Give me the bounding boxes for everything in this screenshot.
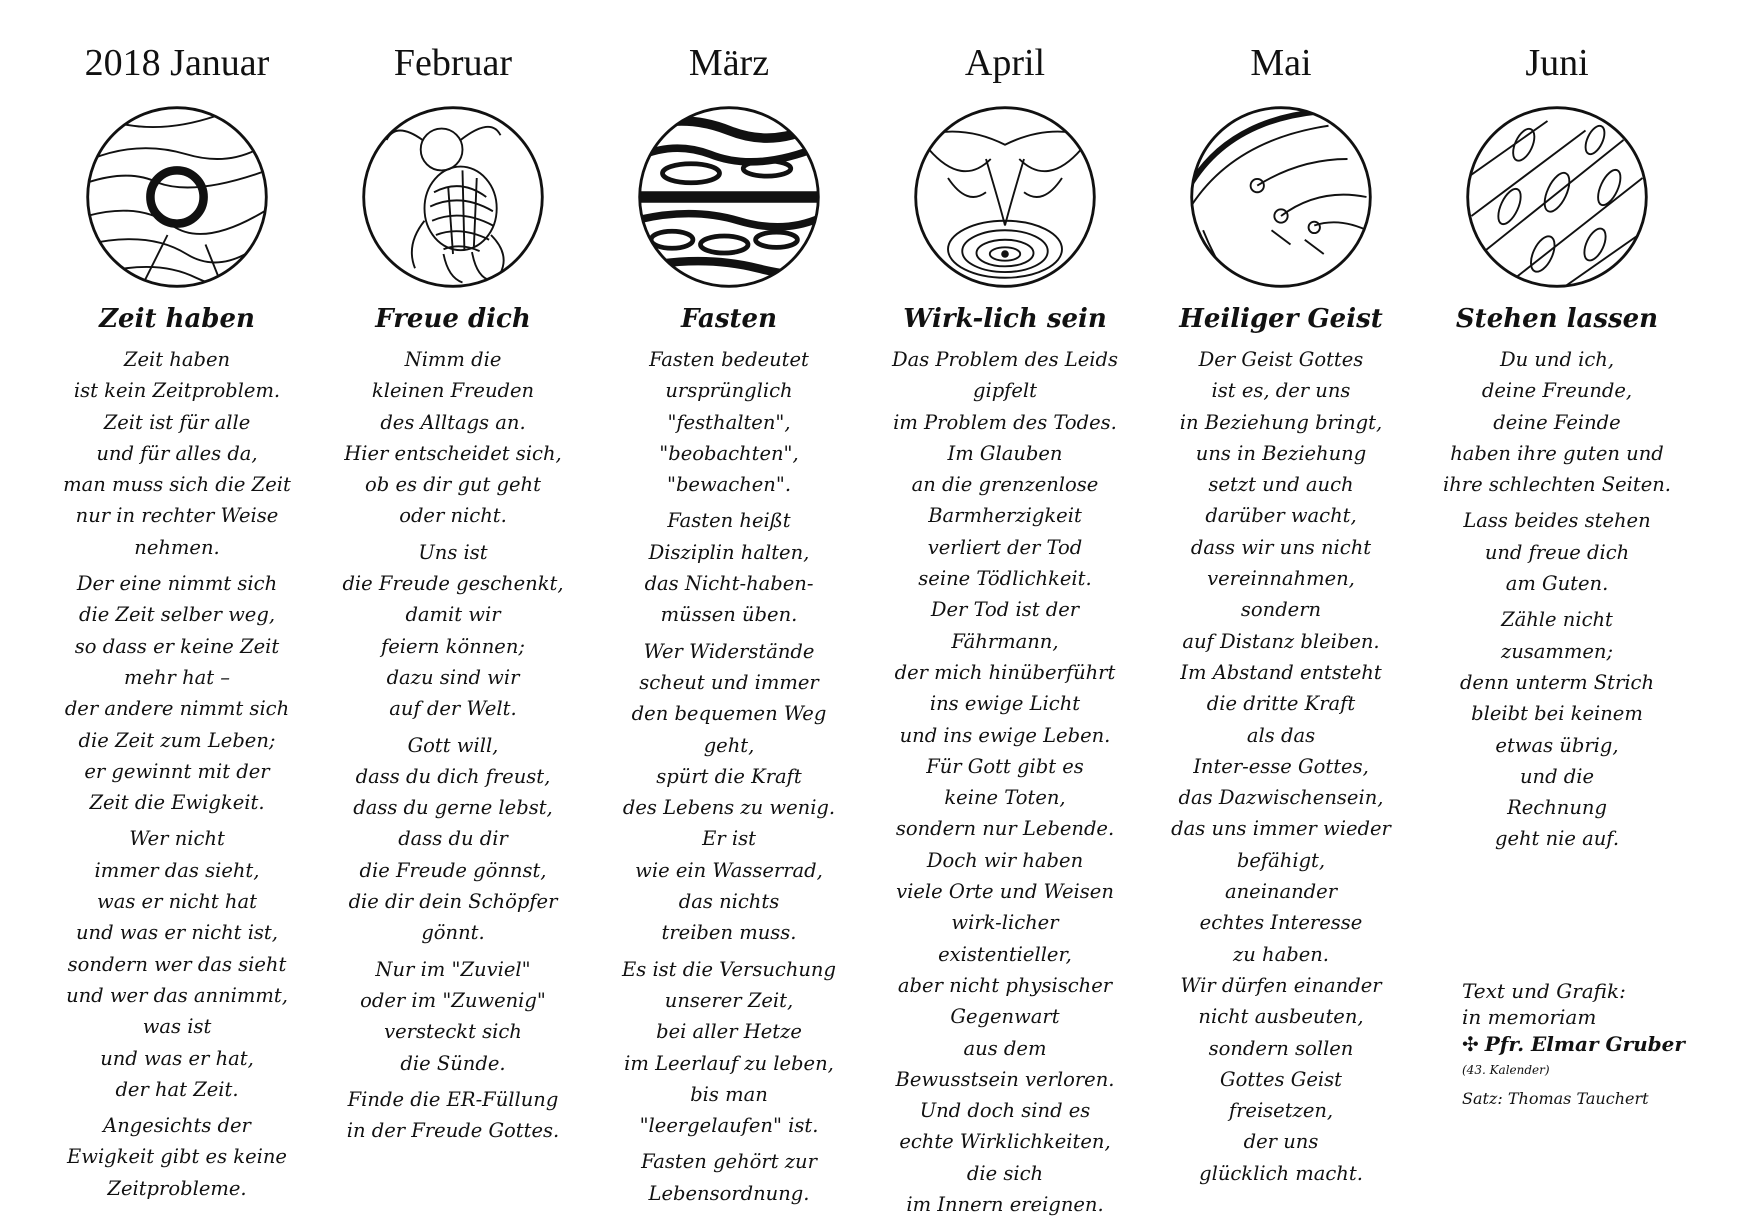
month-heading: Mai: [1250, 42, 1312, 84]
poem-line: deine Feinde: [1493, 410, 1621, 434]
poem-line: haben ihre guten und: [1450, 441, 1664, 465]
poem-line: Finde die ER-Füllung: [347, 1087, 559, 1111]
poem-line: was er nicht hat: [97, 890, 257, 914]
poem-line: die dritte Kraft: [1206, 692, 1356, 716]
poem-line: wie ein Wasserrad,: [635, 858, 823, 882]
poem-line: ihre schlechten Seiten.: [1442, 473, 1671, 497]
poem-line: oder nicht.: [399, 504, 507, 528]
stanza: [318, 730, 588, 949]
poem-line: nehmen.: [134, 535, 220, 559]
poem-line: dass du dich freust,: [355, 764, 551, 788]
poem-line: deine Freunde,: [1481, 379, 1633, 403]
stanza: [870, 344, 1140, 1220]
poem-line: Gottes Geist: [1220, 1067, 1342, 1091]
stanza: [42, 568, 312, 818]
poem-line: setzt und auch: [1208, 473, 1354, 497]
poem-line: Für Gott gibt es: [926, 754, 1084, 778]
poem-line: bleibt bei keinem: [1471, 702, 1643, 726]
poem-line: Disziplin halten,: [648, 540, 810, 564]
poem-line: sondern wer das sieht: [67, 952, 287, 976]
poem-line: Fasten bedeutet: [649, 348, 809, 371]
wood-knot-illustration: [82, 102, 272, 292]
poem-text: [318, 344, 588, 1146]
poem-line: am Guten.: [1505, 572, 1609, 596]
poem-line: aber nicht physischer: [897, 973, 1113, 997]
poem-line: Der eine nimmt sich: [76, 572, 278, 596]
poem-line: kleinen Freuden: [371, 379, 535, 403]
poem-line: spürt die Kraft: [656, 764, 802, 788]
poem-line: wirk-licher: [951, 911, 1059, 935]
poem-line: gipfelt: [972, 379, 1038, 403]
month-column-mai: [1146, 38, 1416, 1194]
poem-line: Fasten gehört zur: [641, 1150, 817, 1174]
poem-line: Hier entscheidet sich,: [344, 441, 562, 465]
poem-line: der mich hinüberführt: [894, 660, 1116, 684]
poem-text: [42, 344, 312, 1204]
poem-line: Du und ich,: [1499, 348, 1615, 371]
stanza: [1422, 604, 1692, 854]
poem-line: denn unterm Strich: [1459, 670, 1655, 694]
poem-line: darüber wacht,: [1205, 504, 1357, 528]
poem-line: treiben muss.: [661, 921, 797, 945]
poem-line: versteckt sich: [384, 1020, 522, 1044]
poem-line: oder im "Zuwenig": [360, 988, 546, 1012]
poem-line: Der Geist Gottes: [1198, 348, 1364, 371]
poem-line: und für alles da,: [96, 441, 258, 465]
poem-line: Es ist die Versuchung: [622, 957, 836, 981]
stanza: [594, 505, 864, 630]
poem-line: und freue dich: [1484, 540, 1630, 564]
stanza: [1146, 344, 1416, 1189]
credit-typesetting: Satz: Thomas Tauchert: [1462, 1089, 1649, 1108]
poem-line: Lebensordnung.: [648, 1181, 810, 1205]
poem-line: Barmherzigkeit: [928, 504, 1082, 528]
poem-line: bei aller Hetze: [656, 1020, 802, 1044]
poem-line: die sich: [966, 1161, 1044, 1185]
month-title: Fasten: [681, 304, 777, 334]
credit-text-and-graphics: Text und Grafik:: [1462, 979, 1626, 1003]
stanza: [42, 344, 312, 563]
poem-line: des Alltags an.: [380, 410, 526, 434]
poem-line: man muss sich die Zeit: [63, 473, 291, 497]
poem-line: im Problem des Todes.: [893, 410, 1117, 434]
poem-line: Wer nicht: [129, 827, 225, 851]
poem-line: als das: [1246, 723, 1316, 747]
poem-line: den bequemen Weg: [631, 702, 827, 726]
seeds-illustration: [1186, 102, 1376, 292]
poem-line: ins ewige Licht: [929, 692, 1081, 716]
month-heading: März: [688, 42, 770, 84]
poem-line: der uns: [1243, 1130, 1319, 1154]
poem-line: dazu sind wir: [386, 665, 520, 689]
poem-line: immer das sieht,: [94, 858, 260, 882]
month-title: Wirk-lich sein: [903, 304, 1107, 334]
poem-line: damit wir: [405, 603, 501, 627]
poem-line: Inter-esse Gottes,: [1193, 754, 1369, 778]
poem-line: Er ist: [702, 827, 756, 851]
poem-line: geht,: [703, 733, 755, 757]
month-column-januar: [42, 38, 312, 1209]
poem-line: die Zeit selber weg,: [78, 603, 276, 627]
stanza: [1422, 344, 1692, 500]
poem-line: glücklich macht.: [1199, 1161, 1363, 1185]
poem-line: echtes Interesse: [1199, 911, 1363, 935]
bark-illustration: [1462, 102, 1652, 292]
poem-line: die Freude geschenkt,: [342, 572, 564, 596]
month-column-juni: [1422, 38, 1692, 860]
poem-line: mehr hat –: [123, 665, 231, 689]
poem-line: der andere nimmt sich: [64, 697, 290, 721]
author-name: Pfr. Elmar Gruber: [1484, 1032, 1685, 1056]
poem-line: befähigt,: [1236, 848, 1326, 872]
poem-line: sondern nur Lebende.: [895, 817, 1115, 841]
water-pattern-illustration: [634, 102, 824, 292]
poem-line: "beobachten",: [659, 441, 799, 465]
stanza: [318, 1084, 588, 1147]
poem-line: die Sünde.: [400, 1051, 506, 1075]
poem-line: Fährmann,: [951, 629, 1059, 653]
poem-line: des Lebens zu wenig.: [622, 796, 836, 820]
poem-line: und die: [1519, 764, 1595, 788]
month-title: Stehen lassen: [1455, 304, 1659, 334]
poem-line: in der Freude Gottes.: [346, 1119, 560, 1143]
poem-line: Wer Widerstände: [643, 639, 815, 663]
poem-line: Der Tod ist der: [930, 598, 1080, 622]
poem-line: Fasten heißt: [667, 509, 791, 533]
stanza: [318, 344, 588, 532]
poem-line: unserer Zeit,: [664, 988, 794, 1012]
poem-line: dass wir uns nicht: [1190, 535, 1372, 559]
poem-line: im Leerlauf zu leben,: [624, 1051, 834, 1075]
poem-line: Gegenwart: [950, 1005, 1060, 1029]
poem-line: Angesichts der: [103, 1114, 251, 1138]
poem-line: Im Glauben: [947, 441, 1063, 465]
poem-line: dass du gerne lebst,: [353, 796, 553, 820]
stanza: [594, 954, 864, 1142]
poem-line: seine Tödlichkeit.: [918, 567, 1092, 591]
poem-line: "bewachen".: [666, 473, 792, 497]
poem-line: zu haben.: [1233, 942, 1329, 966]
poem-line: die dir dein Schöpfer: [348, 890, 558, 914]
poem-line: uns in Beziehung: [1195, 441, 1367, 465]
poem-line: aus dem: [963, 1036, 1047, 1060]
poem-line: er gewinnt mit der: [84, 759, 270, 783]
poem-line: keine Toten,: [944, 786, 1066, 810]
poem-line: etwas übrig,: [1495, 733, 1619, 757]
poem-line: Ewigkeit gibt es keine: [67, 1145, 287, 1169]
poem-line: aneinander: [1224, 880, 1338, 904]
credit-author: [1462, 1030, 1732, 1058]
poem-line: nicht ausbeuten,: [1198, 1005, 1364, 1029]
poem-line: gönnt.: [421, 921, 485, 945]
poem-line: Rechnung: [1507, 796, 1607, 820]
poem-text: [870, 344, 1140, 1220]
poem-line: scheut und immer: [639, 670, 819, 694]
poem-line: ob es dir gut geht: [365, 473, 541, 497]
month-heading: Juni: [1525, 42, 1589, 84]
month-heading: April: [964, 42, 1046, 84]
poem-text: [594, 344, 864, 1209]
stanza: [594, 1146, 864, 1209]
poem-line: Wir dürfen einander: [1180, 973, 1382, 997]
poem-line: zusammen;: [1500, 639, 1614, 663]
poem-line: Uns ist: [418, 540, 488, 564]
poem-line: Zeit haben: [123, 348, 231, 371]
month-column-februar: [318, 38, 588, 1151]
poem-line: freisetzen,: [1228, 1099, 1334, 1123]
poem-line: verliert der Tod: [927, 535, 1083, 559]
poem-line: im Innern ereignen.: [906, 1193, 1104, 1217]
credit-calendar-note: (43. Kalender): [1462, 1063, 1550, 1077]
poem-line: Gott will,: [407, 733, 499, 757]
poem-line: Doch wir haben: [926, 848, 1084, 872]
poem-line: und ins ewige Leben.: [899, 723, 1111, 747]
poem-line: Nimm die: [404, 348, 502, 371]
month-title: Zeit haben: [99, 304, 255, 334]
poem-line: das nichts: [678, 890, 780, 914]
poem-line: so dass er keine Zeit: [74, 634, 280, 658]
poem-text: [1422, 344, 1692, 855]
credit-in-memoriam: in memoriam: [1462, 1005, 1597, 1029]
month-title: Freue dich: [375, 304, 531, 334]
poem-line: was ist: [142, 1015, 212, 1039]
poem-line: das Dazwischensein,: [1178, 786, 1384, 810]
month-heading: 2018 Januar: [84, 42, 270, 84]
poem-line: Zeitprobleme.: [107, 1176, 247, 1200]
stanza: [42, 823, 312, 1105]
poem-line: Bewusstsein verloren.: [895, 1067, 1115, 1091]
month-column-maerz: [594, 38, 864, 1214]
poem-line: echte Wirklichkeiten,: [899, 1130, 1111, 1154]
poem-line: dass du dir: [398, 827, 508, 851]
stanza: [42, 1110, 312, 1204]
poem-line: viele Orte und Weisen: [896, 880, 1114, 904]
hedgehog-illustration: [358, 102, 548, 292]
poem-line: der hat Zeit.: [115, 1077, 239, 1101]
poem-line: sondern sollen: [1208, 1036, 1354, 1060]
stanza: [318, 954, 588, 1079]
poem-line: ist kein Zeitproblem.: [73, 379, 281, 403]
poem-line: müssen üben.: [660, 603, 798, 627]
poem-line: die Freude gönnst,: [359, 858, 547, 882]
poem-line: Zeit ist für alle: [103, 410, 251, 434]
poem-line: und was er nicht ist,: [76, 921, 278, 945]
poem-line: "festhalten",: [667, 410, 791, 434]
stanza: [1422, 505, 1692, 599]
poem-line: in Beziehung bringt,: [1179, 410, 1383, 434]
month-heading: Februar: [393, 42, 513, 84]
poem-line: Und doch sind es: [919, 1099, 1091, 1123]
poem-line: Das Problem des Leids: [891, 348, 1119, 371]
credits-block: [1462, 978, 1732, 1110]
poem-line: nur in rechter Weise: [75, 504, 279, 528]
poem-line: ist es, der uns: [1211, 379, 1351, 403]
poem-line: auf Distanz bleiben.: [1182, 629, 1380, 653]
poem-text: [1146, 344, 1416, 1189]
cross-icon: ✣: [1462, 1032, 1479, 1056]
poem-line: Lass beides stehen: [1463, 509, 1651, 533]
stanza: [594, 344, 864, 500]
poem-line: "leergelaufen" ist.: [639, 1114, 819, 1138]
poem-line: sondern: [1240, 598, 1322, 622]
stanza: [594, 636, 864, 949]
poem-line: Im Abstand entsteht: [1180, 660, 1382, 684]
poem-line: an die grenzenlose: [911, 473, 1099, 497]
stanza: [318, 537, 588, 725]
poem-line: geht nie auf.: [1494, 827, 1620, 851]
poem-line: das Nicht-haben-: [644, 572, 814, 596]
poem-line: Nur im "Zuviel": [375, 957, 531, 981]
whirlpool-illustration: [910, 102, 1100, 292]
poem-line: auf der Welt.: [389, 697, 517, 721]
poem-line: vereinnahmen,: [1207, 567, 1355, 591]
poem-line: Zeit die Ewigkeit.: [89, 791, 265, 815]
month-column-april: [870, 38, 1140, 1225]
month-title: Heiliger Geist: [1179, 304, 1383, 334]
poem-line: Zähle nicht: [1501, 608, 1613, 632]
poem-line: und wer das annimmt,: [66, 983, 288, 1007]
poem-line: ursprünglich: [665, 379, 793, 403]
poem-line: existentieller,: [938, 942, 1072, 966]
poem-line: die Zeit zum Leben;: [78, 728, 276, 752]
poem-line: und was er hat,: [100, 1046, 254, 1070]
poem-line: feiern können;: [381, 634, 525, 658]
poem-line: das uns immer wieder: [1171, 817, 1391, 841]
poem-line: bis man: [690, 1082, 768, 1106]
